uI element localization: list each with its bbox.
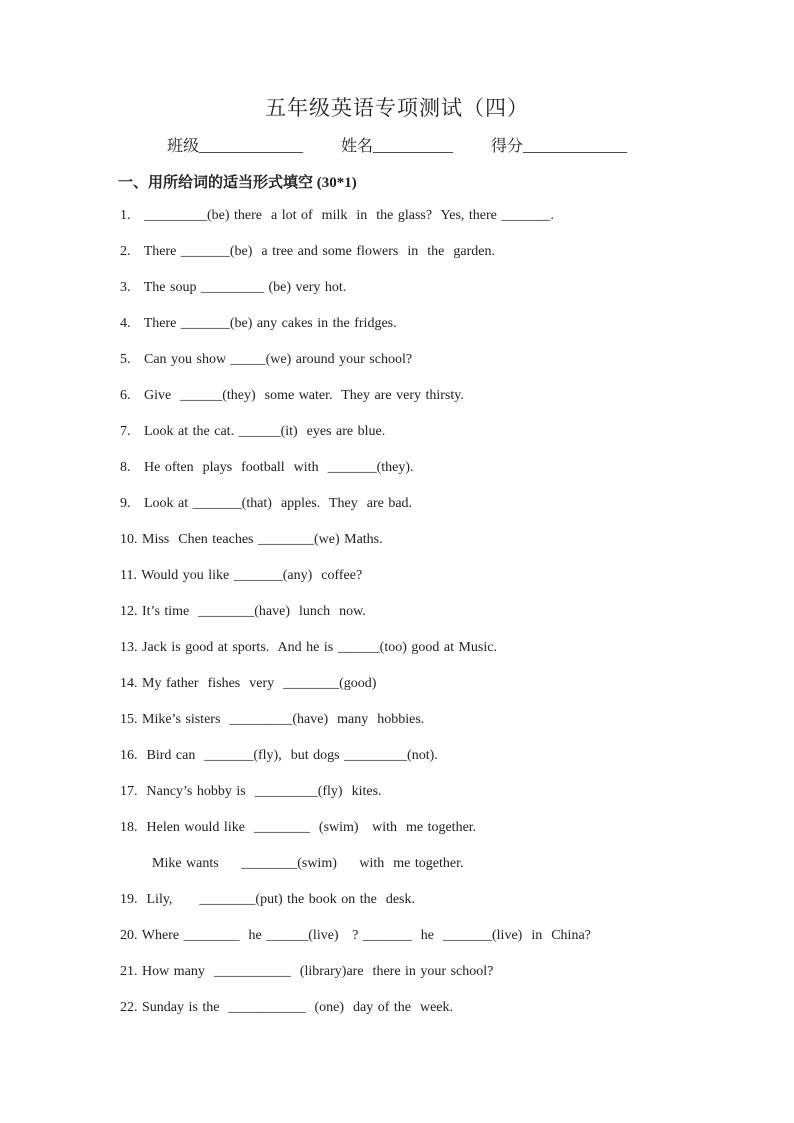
question-11: 11. Would you like _______(any) coffee? (120, 568, 363, 583)
page-title: 五年级英语专项测试（四） (265, 96, 529, 120)
question-17: 17. Nancy’s hobby is _________(fly) kites. (120, 784, 382, 799)
question-18: 18. Helen would like ________ (swim) with me together. (120, 820, 477, 835)
question-22: 22. Sunday is the ___________ (one) day of the week. (120, 1000, 453, 1015)
question-15: 15. Mike’s sisters _________(have) many hobbies. (120, 712, 425, 727)
question-8: 8. He often plays football with _______(they). (120, 460, 414, 475)
name-field (341, 133, 453, 156)
class-field (167, 133, 303, 156)
question-12: 12. It’s time ________(have) lunch now. (120, 604, 366, 619)
question-21: 21. How many ___________ (library)are there in your school? (120, 964, 494, 979)
class-label: 班级 (166, 138, 199, 155)
student-info-line (0, 133, 794, 156)
section-heading: 一、用所给词的适当形式填空 (30*1) (118, 175, 357, 191)
question-6: 6. Give ______(they) some water. They are very thirsty. (120, 388, 464, 403)
question-9: 9. Look at _______(that) apples. They are bad. (120, 496, 413, 511)
question-2: 2. There _______(be) a tree and some flowers in the garden. (120, 244, 495, 259)
question-7: 7. Look at the cat. ______(it) eyes are blue. (120, 424, 386, 439)
question-10: 10. Miss Chen teaches ________(we) Maths. (120, 532, 383, 547)
question-18-continuation: Mike wants ________(swim) with me together. (152, 856, 464, 871)
score-label: 得分 (491, 138, 524, 155)
question-3: 3. The soup _________ (be) very hot. (120, 280, 347, 295)
question-13: 13. Jack is good at sports. And he is ______(too) good at Music. (120, 640, 497, 655)
question-4: 4. There _______(be) any cakes in the fridges. (120, 316, 397, 331)
name-label: 姓名 (340, 138, 373, 155)
question-19: 19. Lily, ________(put) the book on the desk. (120, 892, 416, 907)
score-field (491, 133, 627, 156)
score-blank: _____________ (523, 138, 628, 155)
question-16: 16. Bird can _______(fly), but dogs _________(not). (120, 748, 438, 763)
question-1: 1. _________(be) there a lot of milk in the glass? Yes, there _______. (120, 208, 554, 223)
question-14: 14. My father fishes very ________(good) (120, 676, 377, 691)
question-20: 20. Where ________ he ______(live) ? _______ he _______(live) in China? (120, 928, 591, 943)
question-5: 5. Can you show _____(we) around your school? (120, 352, 413, 367)
class-blank: _____________ (198, 138, 303, 155)
name-blank: __________ (373, 138, 453, 155)
